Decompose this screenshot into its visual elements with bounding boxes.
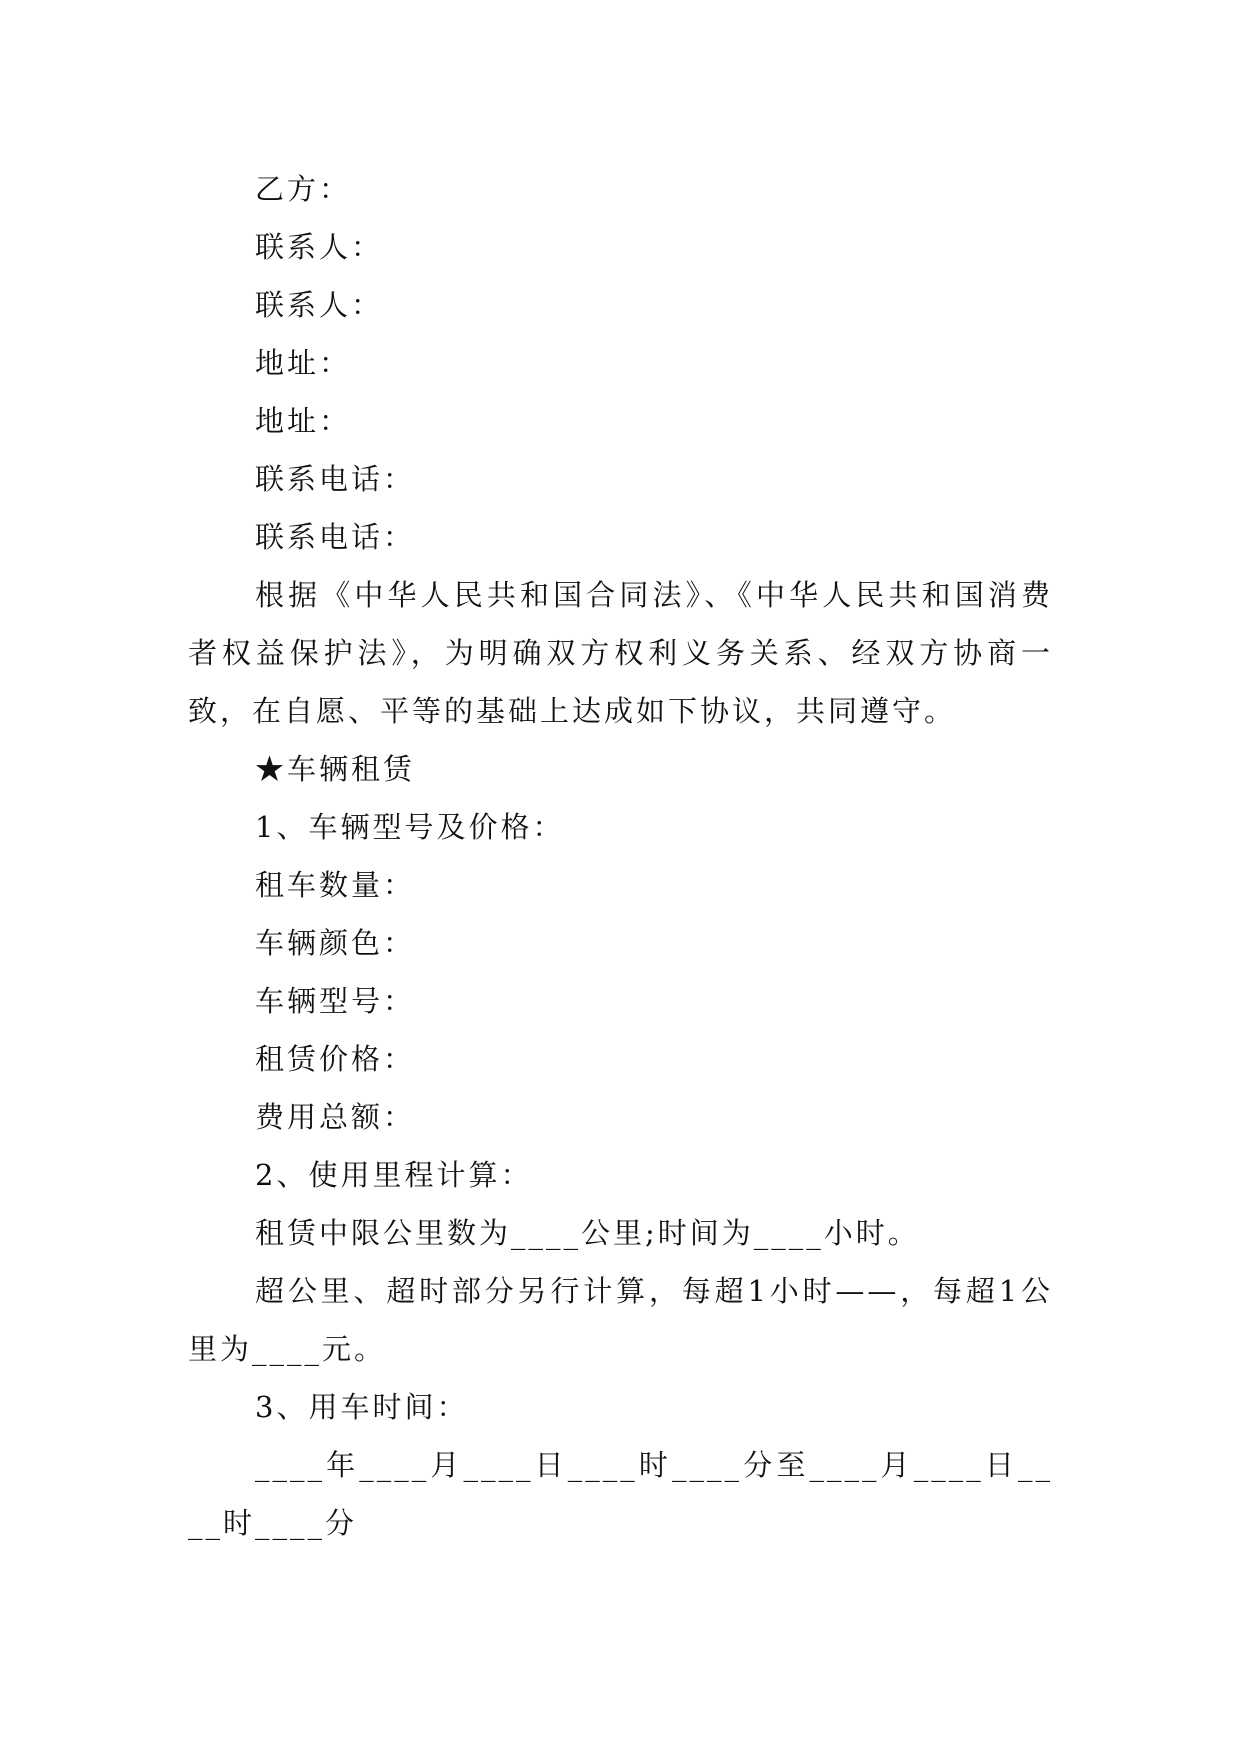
item-mileage-calc: 2、使用里程计算： [255,1158,533,1192]
phone-label-2: 联系电话： [255,520,416,554]
phone-label: 联系电话： [255,462,416,496]
rental-quantity-label: 租车数量： [255,868,416,902]
item-usage-time: 3、用车时间： [255,1390,469,1424]
overage-calc-line: 超公里、超时部分另行计算，每超1小时——，每超1公里为____元。 [188,1274,1053,1366]
item-vehicle-model-price: 1、车辆型号及价格： [255,810,565,844]
party-b-label: 乙方： [255,172,352,206]
contact-person-label: 联系人： [255,230,384,264]
section-heading-vehicle-rental: ★车辆租赁 [255,752,416,786]
mileage-limit-line: 租赁中限公里数为____公里;时间为____小时。 [255,1216,920,1250]
document-body [188,160,1053,1552]
total-cost-label: 费用总额： [255,1100,416,1134]
vehicle-model-label: 车辆型号： [255,984,416,1018]
rental-price-label: 租赁价格： [255,1042,416,1076]
vehicle-color-label: 车辆颜色： [255,926,416,960]
contact-person-label-2: 联系人： [255,288,384,322]
address-label-2: 地址： [255,404,352,438]
agreement-preamble: 根据《中华人民共和国合同法》、《中华人民共和国消费者权益保护法》，为明确双方权利义务关系、经双方协商一致，在自愿、平等的基础上达成如下协议，共同遵守。 [188,578,1053,728]
usage-time-range: ____年____月____日____时____分至____月____日____时____分 [188,1448,1053,1540]
address-label: 地址： [255,346,352,380]
